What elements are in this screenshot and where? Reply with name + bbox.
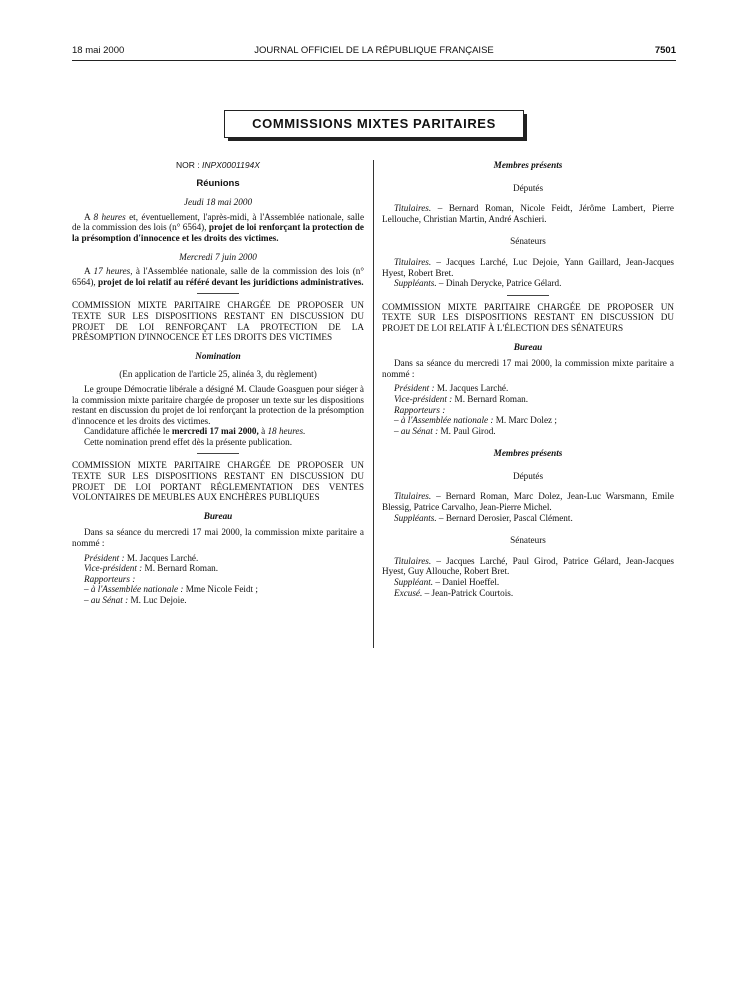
senateurs2-suppleant-names: – Daniel Hoeffel. [435,577,500,588]
rapporteurs-label-right: Rapporteurs : [394,404,446,415]
day1-bill: projet de loi renforçant la protection de la présomption d'innocence et les droits des victimes. [72,222,364,243]
senateurs2-titulaires [382,556,674,577]
effet-line: Cette nomination prend effet dès la présente publication. [84,436,293,447]
day2-a: A [84,266,91,277]
bureau-heading-right: Bureau [513,341,543,352]
candidature-a: Candidature affichée le [84,426,170,437]
president-line [72,553,364,564]
rapporteur-an-name: Mme Nicole Feidt ; [185,584,258,595]
rapporteur-senat-line [72,595,364,606]
deputes2-titulaires-names: – Bernard Roman, Marc Dolez, Jean-Luc Warsmann, Emile Blessig, Patrice Carvalho, Jean-Pierre Michel. [382,491,674,513]
nomination-ref: (En application de l'article 25, alinéa 3, du règlement) [119,369,317,380]
rapporteur-an-label: – à l'Assemblée nationale : [84,584,184,595]
day1-time: 8 heures [93,211,126,222]
day1-a: A [84,211,91,222]
rapporteur-senat-line-right [382,426,674,437]
deputes-titulaires [382,203,674,224]
nomination-heading: Nomination [195,350,241,361]
membres2-heading: Membres présents [493,448,563,459]
vice-president-name: M. Bernard Roman. [144,563,219,574]
page-header [72,45,676,59]
vice-president-label: Vice-président : [84,563,143,574]
membres-heading: Membres présents [493,160,563,170]
rapporteur-senat-name-right: M. Paul Girod. [440,425,496,436]
day2-heading: Mercredi 7 juin 2000 [179,251,257,262]
cmp1-title: COMMISSION MIXTE PARITAIRE CHARGÉE DE PROPOSER UN TEXTE SUR LES DISPOSITIONS RESTANT EN DISCUSSION DU PROJET DE LOI RENFORÇANT LA PROTECTION DE LA PRÉSOMPTION D'INNOCENCE ET LES DROITS DES VICTIMES [72,300,364,343]
president-name: M. Jacques Larché. [126,552,199,563]
deputes-heading: Députés [512,182,544,193]
senateurs2-titulaires-names: – Jacques Larché, Paul Girod, Patrice Gélard, Jean-Jacques Hyest, Guy Allouche, Robert Bret. [382,555,675,577]
day2-paragraph [72,266,364,287]
vice-president-line [72,563,364,574]
bureau-paragraph: Dans sa séance du mercredi 17 mai 2000, la commission mixte paritaire a nommé : [72,527,364,549]
senateurs2-heading: Sénateurs [510,535,546,546]
rapporteur-an-label-right: – à l'Assemblée nationale : [394,415,494,426]
nor-line [72,160,364,171]
senateurs-suppleants-label: Suppléants. [394,278,437,289]
day1-paragraph [72,212,364,244]
header-rule [72,60,676,61]
president-label-right: Président : [394,383,435,394]
separator [197,293,239,294]
day2-num: (n° 6564), [72,266,365,287]
deputes2-suppleants-names: – Bernard Derosier, Pascal Clément. [438,512,573,523]
senateurs2-titulaires-label: Titulaires. [394,555,432,566]
day1-heading: Jeudi 18 mai 2000 [183,197,253,208]
deputes-titulaires-label: Titulaires. [394,203,432,214]
separator [507,295,549,296]
day2-text: à l'Assemblée nationale, salle de la commission des lois [135,266,350,277]
rapporteur-an-line-right [382,415,674,426]
senateurs2-excuse-label: Excusé. [394,587,423,598]
nor-code: INPX0001194X [201,160,260,170]
candidature-date: mercredi 17 mai 2000, [171,426,259,437]
senateurs-suppleants [382,278,674,289]
nomination-paragraph: Le groupe Démocratie libérale a désigné M. Claude Goasguen pour siéger à la commission mixte paritaire chargée de proposer un texte sur les dispositions restant en discussion du projet de loi renforçant la protection de la présomption d'innocence et les droits des victimes. [72,383,364,426]
deputes2-suppleants [382,513,674,524]
senateurs-titulaires-names: – Jacques Larché, Luc Dejoie, Yann Gaillard, Jean-Jacques Hyest, Robert Bret. [382,256,675,278]
deputes2-heading: Députés [512,470,544,481]
president-label: Président : [84,552,125,563]
day1-text: et, éventuellement, l'après-midi, à l'Assemblée nationale, salle de la commission des lois (n° 6564), [72,211,365,233]
section-title: COMMISSIONS MIXTES PARITAIRES [252,116,496,131]
senateurs-titulaires-label: Titulaires. [394,256,432,267]
rapporteur-an-line [72,584,364,595]
bureau-paragraph-right: Dans sa séance du mercredi 17 mai 2000, la commission mixte paritaire a nommé : [382,358,674,379]
rapporteurs-label: Rapporteurs : [84,573,136,584]
candidature-time: 18 heures. [267,426,306,437]
column-divider [373,160,374,648]
day2-time: 17 heures, [93,266,133,277]
day2-bill: projet de loi relatif au référé devant les juridictions administratives. [98,276,364,287]
bureau-heading: Bureau [203,510,233,521]
vice-president-name-right: M. Bernard Roman. [454,393,529,404]
deputes-titulaires-names: – Bernard Roman, Nicole Feidt, Jérôme Lambert, Pierre Lellouche, Christian Martin, André Aschieri. [382,203,675,224]
rapporteur-senat-name: M. Luc Dejoie. [130,595,187,605]
rapporteur-an-name-right: M. Marc Dolez ; [495,415,557,426]
cmp3-title: COMMISSION MIXTE PARITAIRE CHARGÉE DE PROPOSER UN TEXTE SUR LES DISPOSITIONS RESTANT EN DISCUSSION DU PROJET DE LOI RELATIF À L'ÉLECTION DES SÉNATEURS [382,301,674,333]
deputes2-titulaires-label: Titulaires. [394,491,432,502]
senateurs2-excuse [382,588,674,599]
senateurs-titulaires [382,257,674,278]
cmp2-title: COMMISSION MIXTE PARITAIRE CHARGÉE DE PROPOSER UN TEXTE SUR LES DISPOSITIONS RESTANT EN DISCUSSION DU PROJET DE LOI PORTANT RÉGLEMENTATION DES VENTES VOLONTAIRES DE MEUBLES AUX ENCHÈRES PUBLIQUES [72,460,364,503]
senateurs-suppleants-names: – Dinah Derycke, Patrice Gélard. [438,278,562,289]
president-line-right [382,383,674,394]
header-journal-title: JOURNAL OFFICIEL DE LA RÉPUBLIQUE FRANÇAISE [254,45,494,56]
vice-president-line-right [382,394,674,405]
senateurs2-excuse-names: – Jean-Patrick Courtois. [424,587,514,598]
senateurs-heading: Sénateurs [510,236,546,247]
deputes2-titulaires [382,491,674,512]
candidature-b: à [261,426,266,437]
separator [197,453,239,454]
nor-label: NOR : [176,160,200,170]
candidature-line [72,426,364,437]
right-column [382,160,674,598]
header-date: 18 mai 2000 [72,45,125,56]
rapporteur-senat-label: – au Sénat : [84,595,129,605]
president-name-right: M. Jacques Larché. [436,383,509,394]
section-title-box [224,110,524,138]
vice-president-label-right: Vice-président : [394,393,453,404]
reunions-heading: Réunions [196,177,240,189]
header-page-number: 7501 [654,45,676,56]
senateurs2-suppleant [382,577,674,588]
senateurs2-suppleant-label: Suppléant. [394,577,434,588]
rapporteur-senat-label-right: – au Sénat : [394,425,439,436]
left-column [72,160,364,606]
deputes2-suppleants-label: Suppléants. [394,512,437,523]
